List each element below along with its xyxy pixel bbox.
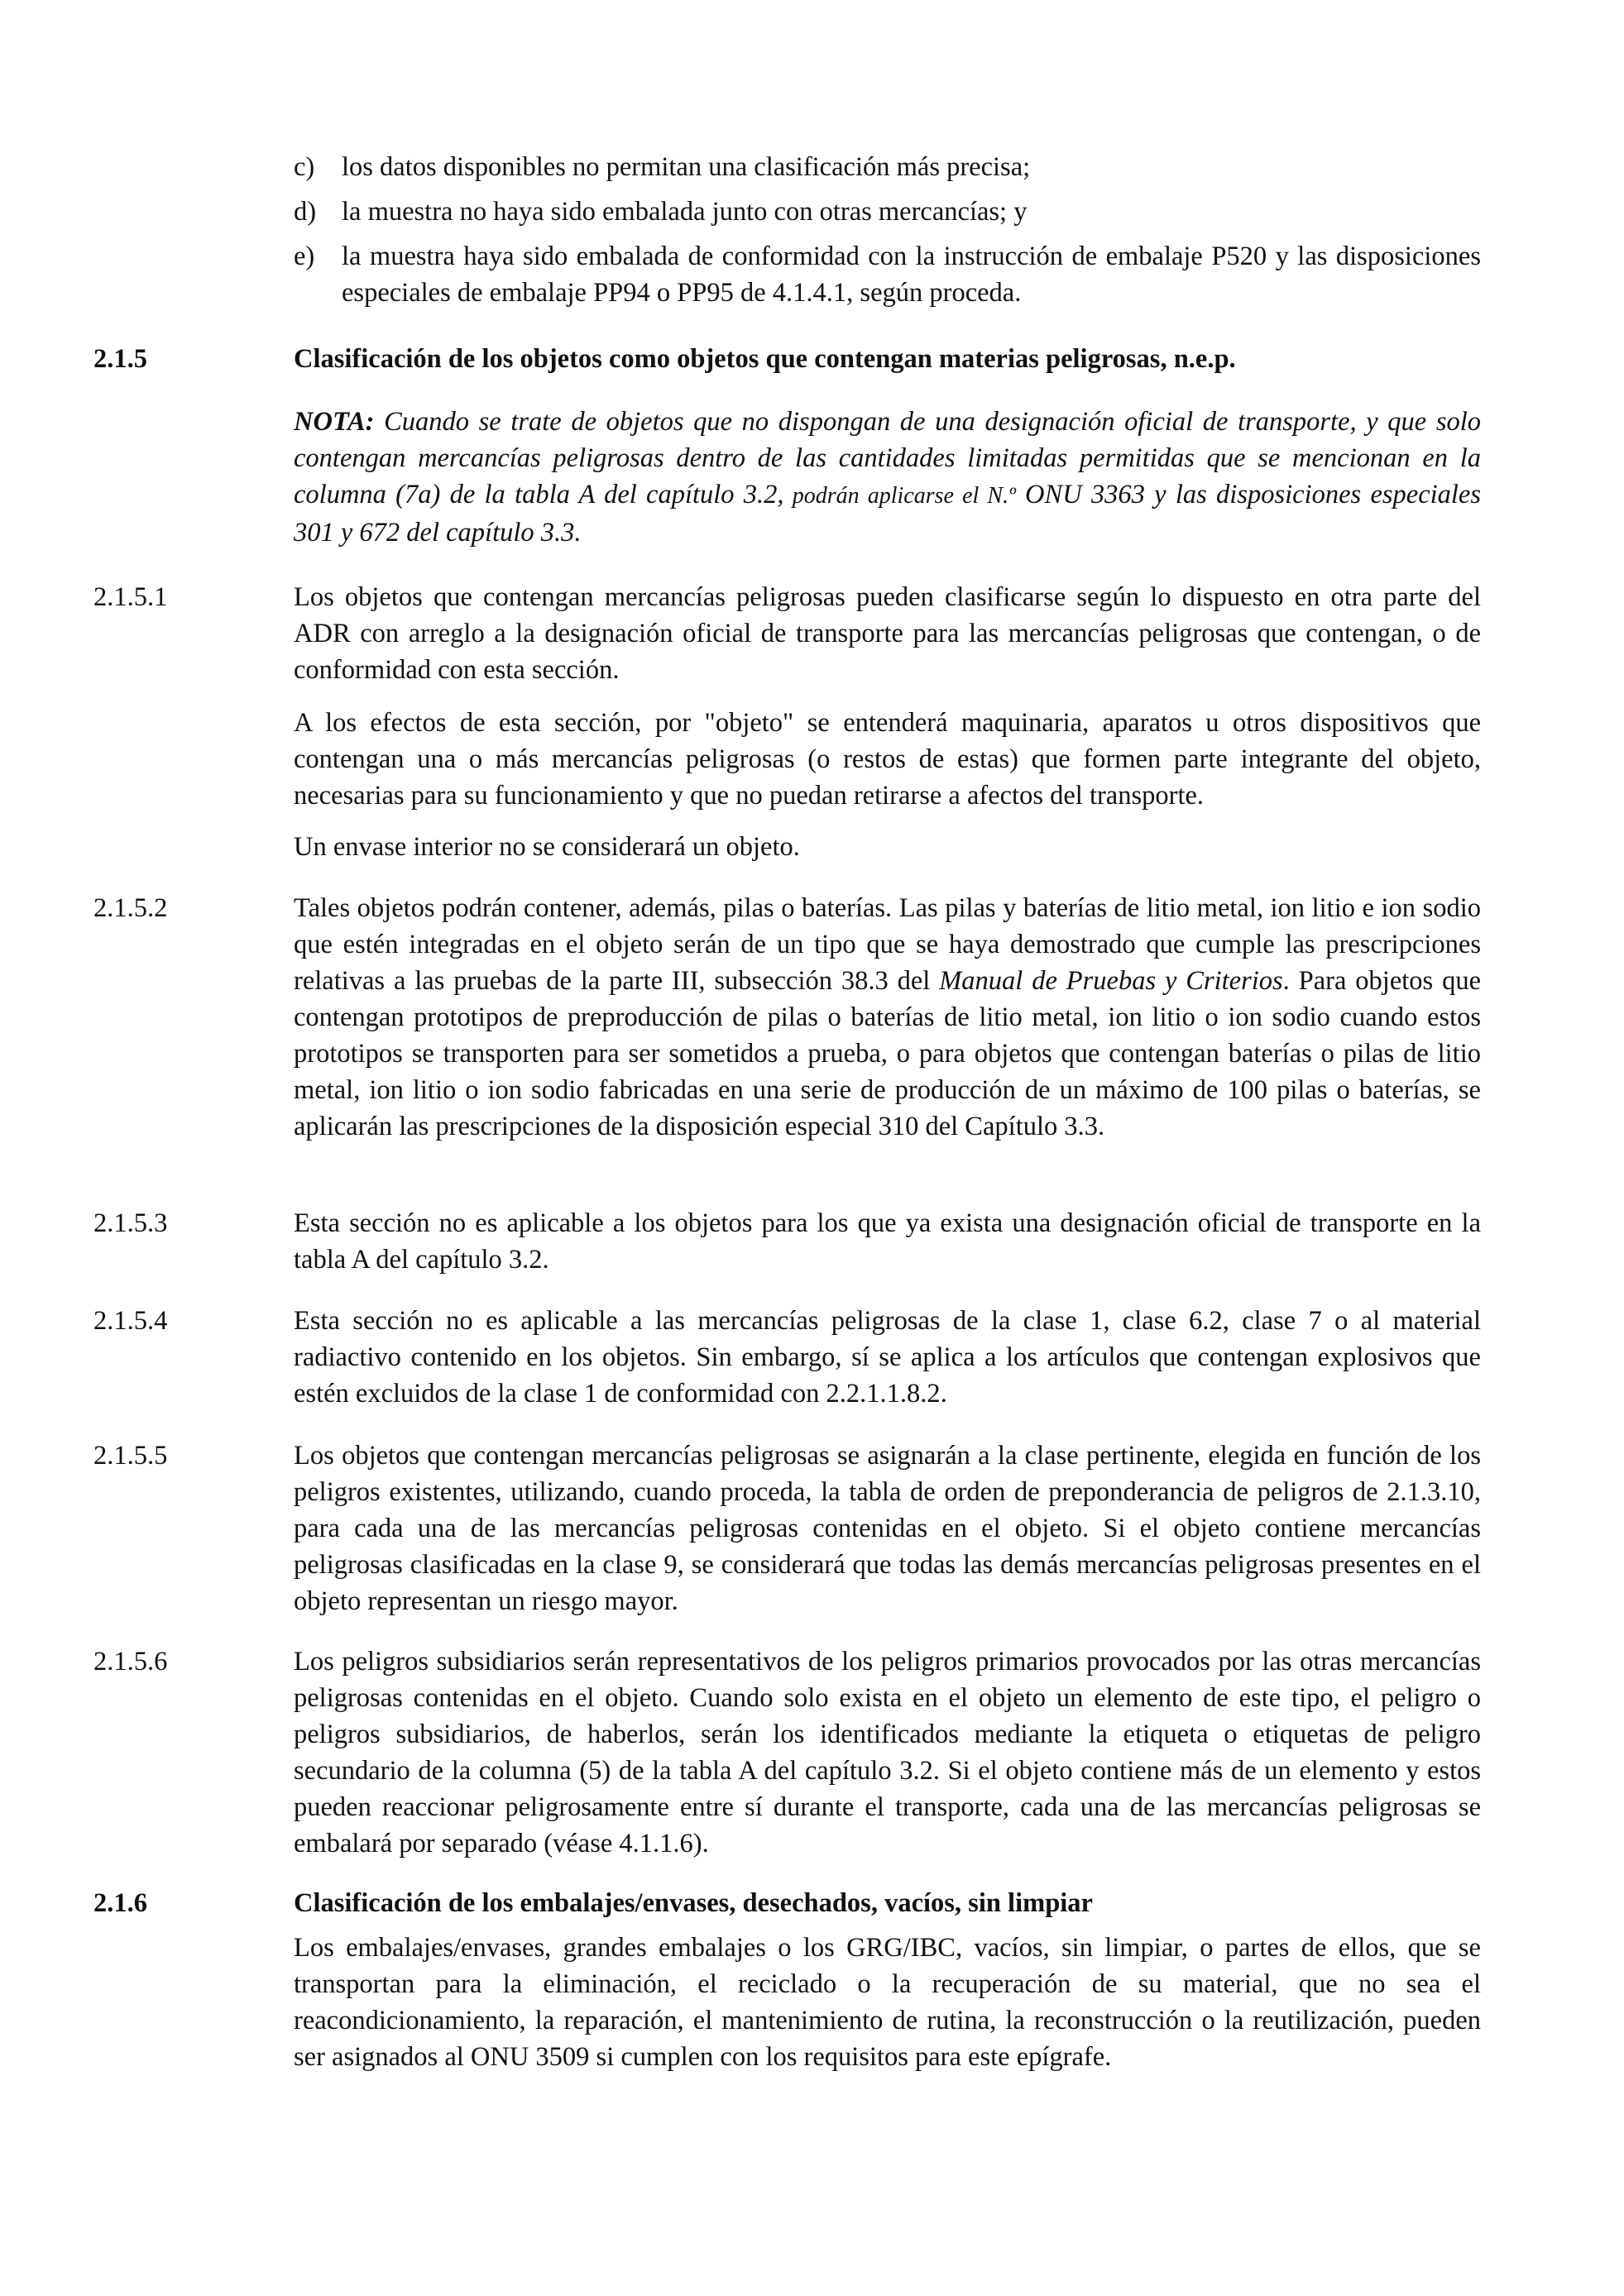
list-item bbox=[294, 194, 1481, 230]
paragraph bbox=[294, 890, 1481, 1145]
list-item-text: la muestra haya sido embalada de conformidad con la instrucción de embalaje P520 y las disposiciones especiales de embalaje PP94 o PP95 de 4.1.4.1, según proceda. bbox=[342, 242, 1481, 308]
section-title: Clasificación de los embalajes/envases, desechados, vacíos, sin limpiar bbox=[294, 1888, 1093, 1918]
section-body: Los objetos que contengan mercancías peligrosas se asignarán a la clase pertinente, elegida en función de los peligros existentes, utilizando, cuando proceda, la tabla de orden de preponderancia de peligros de 2.1.3.10, para cada una de las mercancías peligrosas contenidas en el objeto. Si el objeto contiene mercancías peligrosas clasificadas en la clase 9, se considerará que todas las demás mercancías peligrosas presentes en el objeto representan un riesgo mayor. bbox=[294, 1441, 1481, 1616]
list-item-text: los datos disponibles no permitan una clasificación más precisa; bbox=[342, 152, 1031, 182]
note-text-end: ONU 3363 y las disposiciones especiales 301 y 672 del capítulo 3.3. bbox=[294, 480, 1481, 548]
section-number: 2.1.6 bbox=[93, 1888, 147, 1918]
section-body: Los peligros subsidiarios serán representativos de los peligros primarios provocados por las otras mercancías peligrosas contenidas en el objeto. Cuando solo exista en el objeto un elemento de este tipo, el peligro o peligros subsidiarios, de haberlos, serán los identificados mediante la etiqueta o etiquetas de peligro secundario de la columna (5) de la tabla A del capítulo 3.2. Si el objeto contiene más de un elemento y estos pueden reaccionar peligrosamente entre sí durante el transporte, cada una de las mercancías peligrosas se embalará por separado (véase 4.1.1.6). bbox=[294, 1647, 1481, 1858]
section-body bbox=[294, 579, 1481, 688]
section-number: 2.1.5.2 bbox=[93, 893, 168, 923]
paragraph-text: . Para objetos que contengan prototipos de preproducción de pilas o baterías de litio metal, ion litio o ion sodio cuando estos prototipos se transporten para ser sometidos a prueba, o para objetos que contengan baterías o pilas de litio metal, ion litio o ion sodio fabricadas en una serie de producción de un máximo de 100 pilas o baterías, se aplicarán las prescripciones de la disposición especial 310 del Capítulo 3.3. bbox=[294, 966, 1481, 1141]
paragraph: Un envase interior no se considerará un objeto. bbox=[294, 832, 800, 862]
section-body bbox=[294, 829, 1481, 865]
note-label: NOTA: bbox=[294, 407, 375, 437]
section-number: 2.1.5 bbox=[93, 344, 147, 374]
section-number: 2.1.5.3 bbox=[93, 1208, 168, 1238]
section-body: Esta sección no es aplicable a los objetos para los que ya exista una designación oficial de transporte en la tabla A del capítulo 3.2. bbox=[294, 1208, 1481, 1275]
section-body: Los embalajes/envases, grandes embalajes o los GRG/IBC, vacíos, sin limpiar, o partes de ellos, que se transportan para la eliminación, el reciclado o la recuperación de su material, que no sea el reacondicionamiento, la reparación, el mantenimiento de rutina, la reconstrucción o la reutilización, pueden ser asignados al ONU 3509 si cumplen con los requisitos para este epígrafe. bbox=[294, 1933, 1481, 2072]
section-body bbox=[294, 890, 1481, 1145]
list-item bbox=[294, 238, 1481, 311]
list-item bbox=[294, 149, 1481, 185]
section-number: 2.1.5.4 bbox=[93, 1306, 168, 1336]
section-body: Esta sección no es aplicable a las mercancías peligrosas de la clase 1, clase 6.2, clase 7 o al material radiactivo contenido en los objetos. Sin embargo, sí se aplica a los artículos que contengan explosivos que estén excluidos de la clase 1 de conformidad con 2.2.1.1.8.2. bbox=[294, 1306, 1481, 1409]
section-title: Clasificación de los objetos como objetos que contengan materias peligrosas, n.e.p. bbox=[294, 344, 1236, 374]
section-number: 2.1.5.6 bbox=[93, 1647, 168, 1677]
section-number: 2.1.5.5 bbox=[93, 1441, 168, 1471]
section-number: 2.1.5.1 bbox=[93, 582, 168, 612]
paragraph-text: Tales objetos podrán contener, además, pilas o baterías. Las pilas y baterías de litio metal, ion litio e ion sodio que estén integradas en el objeto serán de un tipo que se haya demostrado que cumple las prescripciones relativas a las pruebas de la parte III, subsección 38.3 del bbox=[294, 893, 1481, 996]
list-item-label: d) bbox=[294, 197, 317, 227]
note-paragraph bbox=[294, 404, 1481, 551]
note-text: Cuando se trate de objetos que no dispongan de una designación oficial de transporte, y que solo contengan mercancías peligrosas dentro de las cantidades limitadas permitidas que se mencionan en la columna (7a) de la tabla A del capítulo 3.2, bbox=[294, 407, 1481, 509]
note-text-small: podrán aplicarse el N.º bbox=[783, 483, 1016, 509]
manual-title: Manual de Pruebas y Criterios bbox=[939, 966, 1283, 996]
list-item-text: la muestra no haya sido embalada junto con otras mercancías; y bbox=[342, 197, 1028, 227]
paragraph: Los objetos que contengan mercancías peligrosas pueden clasificarse según lo dispuesto en otra parte del ADR con arreglo a la designación oficial de transporte para las mercancías peligrosas que contengan, o de conformidad con esta sección. bbox=[294, 582, 1481, 685]
paragraph: A los efectos de esta sección, por "objeto" se entenderá maquinaria, aparatos u otros dispositivos que contengan una o más mercancías peligrosas (o restos de estas) que formen parte integrante del objeto, necesarias para su funcionamiento y que no puedan retirarse a afectos del transporte. bbox=[294, 708, 1481, 811]
section-body bbox=[294, 705, 1481, 814]
list-item-label: e) bbox=[294, 242, 315, 271]
list-item-label: c) bbox=[294, 152, 315, 182]
